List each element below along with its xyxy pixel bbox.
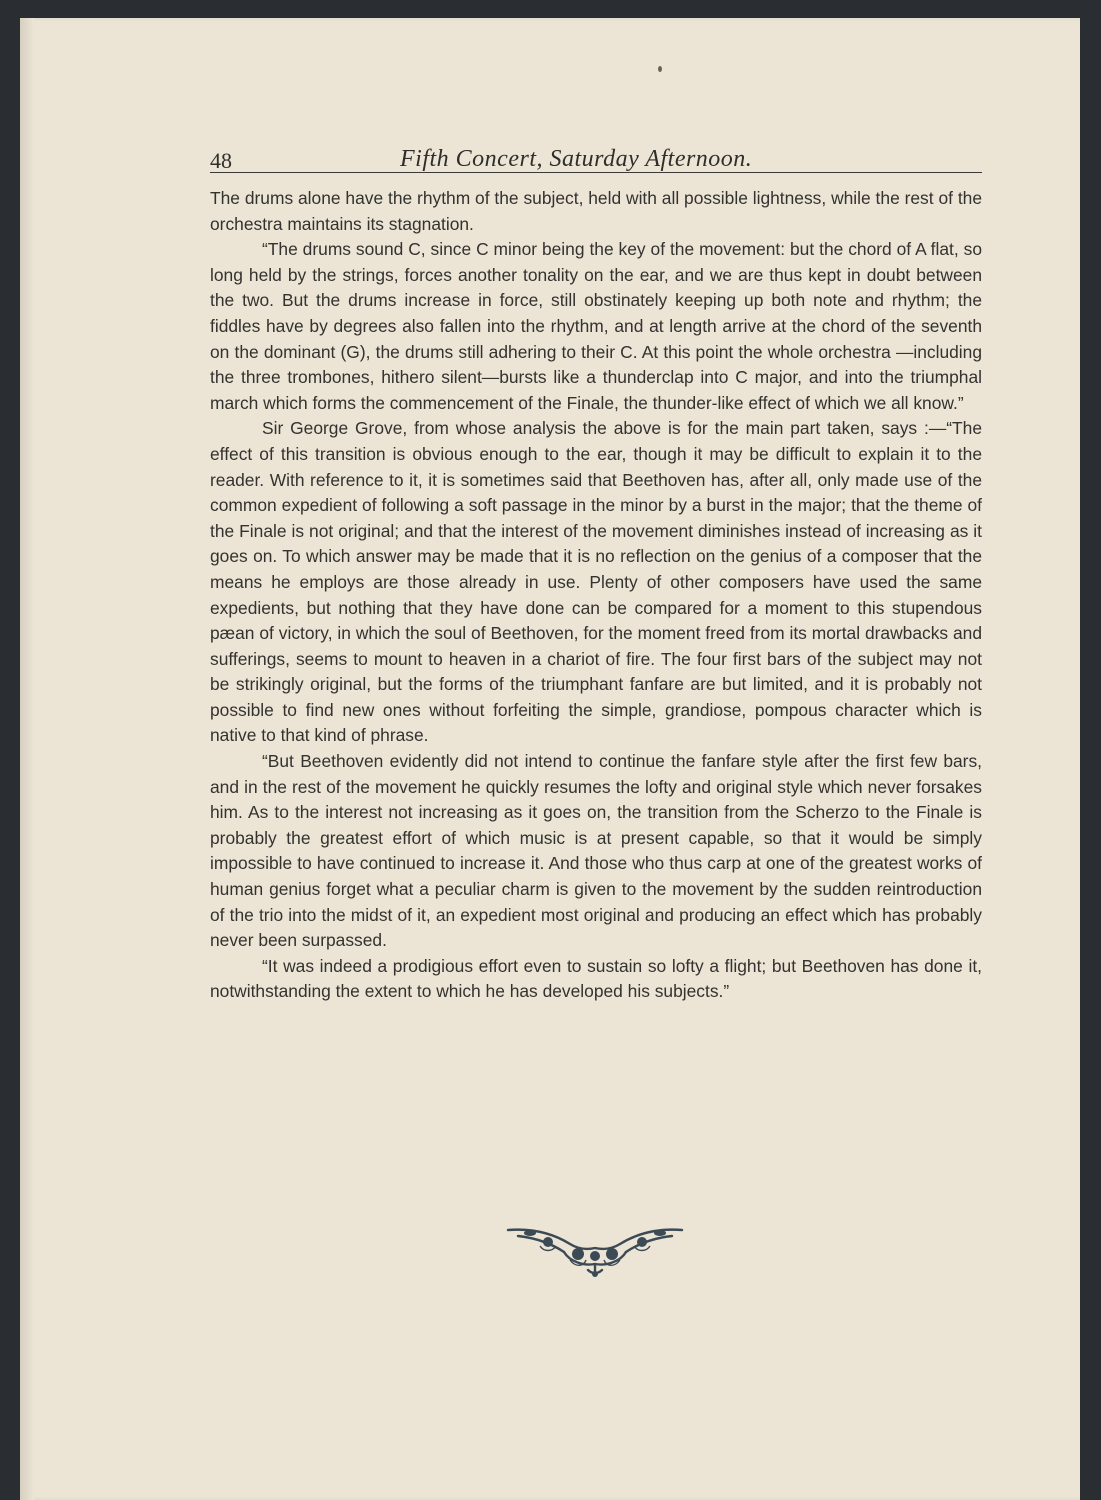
- page-number: 48: [210, 148, 232, 173]
- paragraph-3: Sir George Grove, from whose analysis the above is for the main part taken, says :—“The effect of this transition is obvious enough to the ear, though it may be difficult to explain it to the reader. With reference to it, it is sometimes said that Beethoven has, after all, only made use of the common expedient of following a soft passage in the minor by a burst in the major; that the theme of the Finale is not original; and that the interest of the movement diminishes instead of increasing as it goes on. To which answer may be made that it is no reflection on the genius of a composer that the means he employs are those already in use. Plenty of other composers have used the same expedients, but nothing that they have done can be compared for a moment to this stupendous pæan of victory, in which the soul of Beethoven, for the moment freed from its mortal drawbacks and sufferings, seems to mount to heaven in a chariot of fire. The four first bars of the subject may not be strikingly original, but the forms of the triumphant fanfare are but limited, and it is probably not possible to find new ones without forfeiting the simple, grandiose, pompous character which is native to that kind of phrase.: [210, 418, 982, 746]
- paper-speck: [658, 66, 662, 72]
- paragraph-5: “It was indeed a prodigious effort even to sustain so lofty a flight; but Beethoven has done it, notwithstanding the extent to which he has developed his subjects.”: [210, 955, 982, 1002]
- page-header: [210, 138, 982, 173]
- paragraph-4: “But Beethoven evidently did not intend to continue the fanfare style after the first few bars, and in the rest of the movement he quickly resumes the lofty and original style which never forsakes him. As to the interest not increasing as it goes on, the transition from the Scherzo to the Finale is probably the greatest effort of which music is at present capable, so that it would be simply impossible to have continued to increase it. And those who thus carp at one of the greatest works of human genius forget what a peculiar charm is given to the movement by the sudden reintroduction of the trio into the midst of it, an expedient most original and producing an effect which has probably never been surpassed.: [210, 751, 982, 951]
- paragraph-2: “The drums sound C, since C minor being the key of the movement: but the chord of A flat, so long held by the strings, forces another tonality on the ear, and we are thus kept in doubt between the two. But the drums increase in force, still obstinately keeping up both note and rhythm; the fiddles have by degrees also fallen into the rhythm, and at length arrive at the chord of the seventh on the dominant (G), the drums still adhering to their C. At this point the whole orchestra —including the three trombones, hithero silent—bursts like a thunderclap into C major, and into the triumphal march which forms the commencement of the Finale, the thunder-like effect of which we all know.”: [210, 239, 982, 413]
- body-text: [210, 186, 982, 1005]
- book-page: [20, 18, 1080, 1500]
- paragraph-1: The drums alone have the rhythm of the subject, held with all possible lightness, while the rest of the orchestra maintains its stagnation.: [210, 188, 982, 234]
- running-title: Fifth Concert, Saturday Afternoon.: [400, 146, 753, 172]
- decorative-scroll-ornament-icon: [504, 1222, 686, 1278]
